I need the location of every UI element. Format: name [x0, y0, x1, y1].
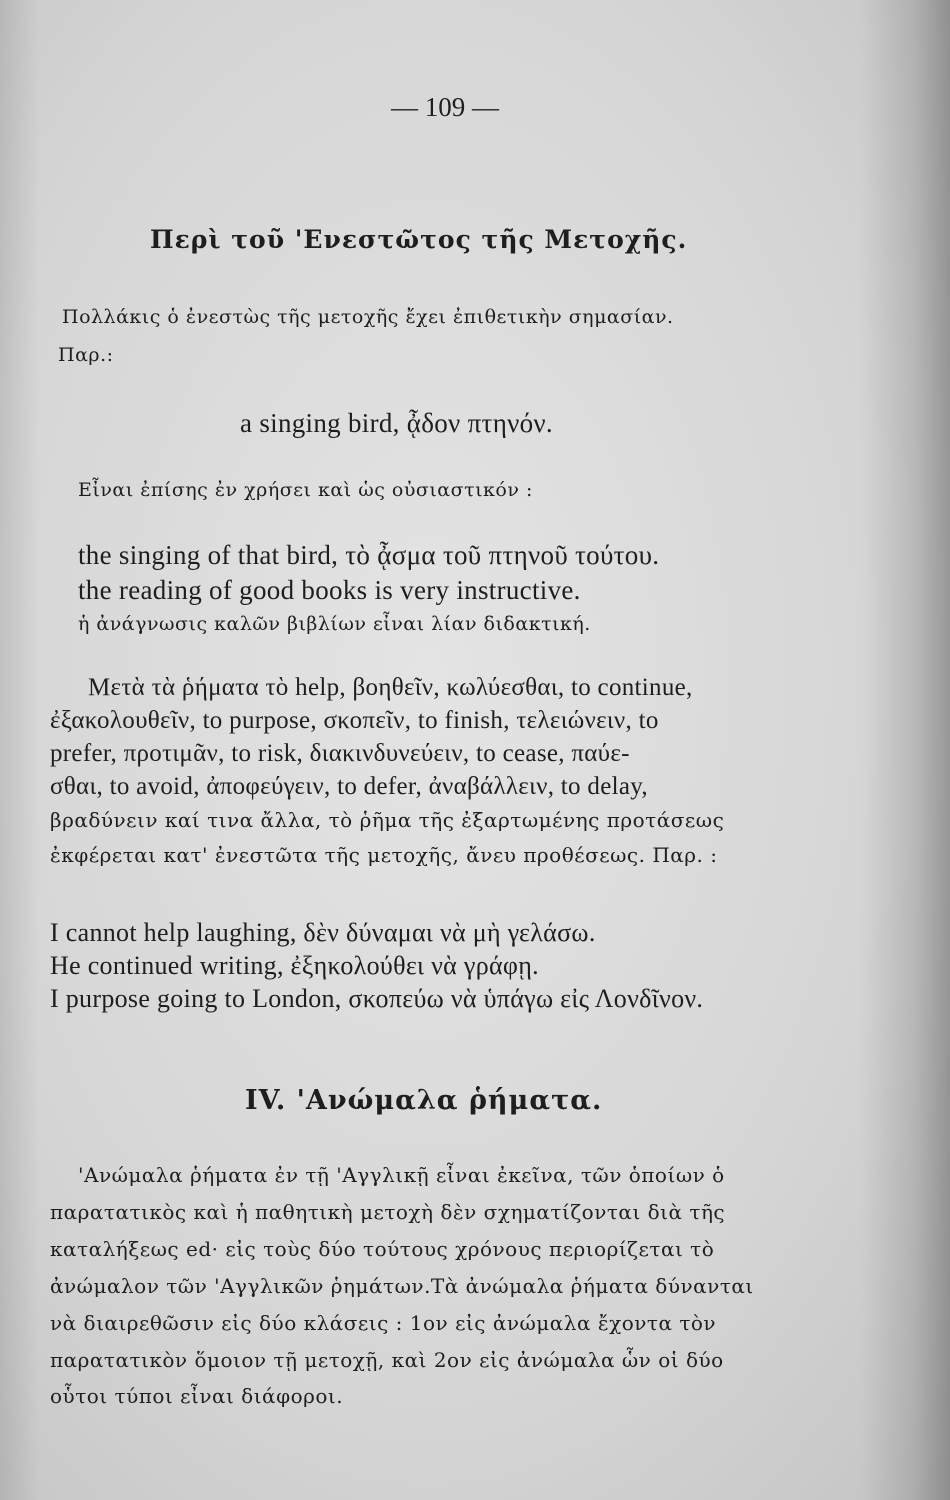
- paragraph-line: prefer, προτιμᾶν, to risk, διακινδυνεύειν, to cease, παύε-: [50, 740, 630, 767]
- example-sentence: I cannot help laughing, δὲν δύναμαι νὰ μὴ γελάσω.: [50, 918, 596, 947]
- paragraph-line: 'Ανώμαλα ῥήματα ἐν τῇ 'Αγγλικῇ εἶναι ἐκεῖνα, τῶν ὁποίων ὁ: [78, 1163, 725, 1187]
- page-gutter-shadow: [0, 0, 40, 1500]
- paragraph-line: καταλήξεως ed· εἰς τοὺς δύο τούτους χρόνους περιορίζεται τὸ: [50, 1237, 715, 1261]
- intro-example-label: Παρ.:: [58, 344, 114, 366]
- paragraph-line: ἐκφέρεται κατ' ἐνεστῶτα τῆς μετοχῆς, ἄνευ προθέσεως. Παρ. :: [50, 843, 718, 867]
- example-line: the reading of good books is very instructive.: [78, 575, 581, 605]
- section-heading-participle: Περὶ τοῦ 'Ενεστῶτος τῆς Μετοχῆς.: [150, 225, 688, 254]
- paragraph-line: παρατατικὸν ὅμοιον τῇ μετοχῇ, καὶ 2ον εἰς ἀνώμαλα ὧν οἱ δύο: [50, 1348, 724, 1372]
- example-singing-bird: a singing bird, ᾆδον πτηνόν.: [240, 408, 553, 438]
- paragraph-line: ἐξακολουθεῖν, to purpose, σκοπεῖν, to finish, τελειώνειν, to: [50, 707, 659, 734]
- paragraph-line: νὰ διαιρεθῶσιν εἰς δύο κλάσεις : 1ον εἰς ἀνώμαλα ἔχοντα τὸν: [50, 1311, 717, 1335]
- paragraph-line: σθαι, to avoid, ἀποφεύγειν, to defer, ἀναβάλλειν, to delay,: [50, 773, 648, 800]
- example-sentence: I purpose going to London, σκοπεύω νὰ ὑπάγω εἰς Λονδῖνον.: [50, 984, 704, 1013]
- page-number: — 109 —: [391, 92, 499, 122]
- paragraph-line: παρατατικὸς καὶ ἡ παθητικὴ μετοχὴ δὲν σχηματίζονται διὰ τῆς: [50, 1200, 726, 1224]
- paragraph-line: ἀνώμαλον τῶν 'Αγγλικῶν ῥημάτων.Τὰ ἀνώμαλα ῥήματα δύνανται: [50, 1274, 754, 1298]
- paragraph-line: Μετὰ τὰ ῥήματα τὸ help, βοηθεῖν, κωλύεσθαι, to continue,: [88, 674, 693, 701]
- example-line: the singing of that bird, τὸ ᾆσμα τοῦ πτηνοῦ τούτου.: [78, 540, 660, 570]
- noun-usage-line: Εἶναι ἐπίσης ἐν χρήσει καὶ ὡς οὐσιαστικόν :: [78, 479, 533, 501]
- paragraph-line: οὗτοι τύποι εἶναι διάφοροι.: [50, 1384, 344, 1408]
- page-edge-shadow: [860, 0, 950, 1500]
- intro-line: Πολλάκις ὁ ἐνεστὼς τῆς μετοχῆς ἔχει ἐπιθετικὴν σημασίαν.: [62, 306, 674, 328]
- section-heading-irregular-verbs: IV. 'Ανώμαλα ῥήματα.: [245, 1085, 603, 1116]
- example-line: ἡ ἀνάγνωσις καλῶν βιβλίων εἶναι λίαν διδακτική.: [78, 613, 591, 635]
- paragraph-line: βραδύνειν καί τινα ἄλλα, τὸ ῥῆμα τῆς ἐξαρτωμένης προτάσεως: [50, 808, 725, 832]
- example-sentence: He continued writing, ἐξηκολούθει νὰ γράφῃ.: [50, 951, 539, 980]
